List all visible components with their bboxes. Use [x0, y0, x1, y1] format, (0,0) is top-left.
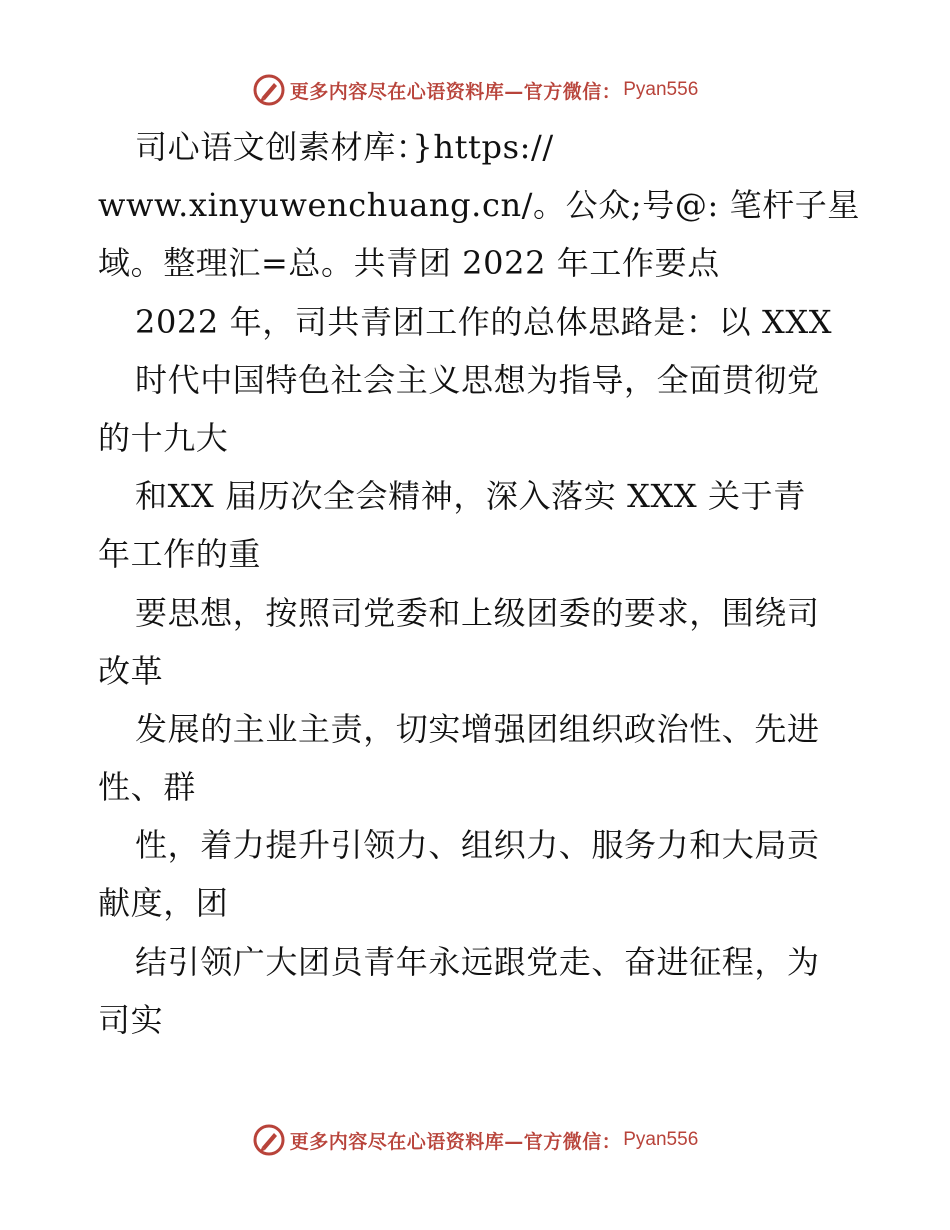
footer-wechat-id: Pyan556	[623, 1129, 699, 1150]
document-body	[98, 118, 858, 1049]
body-line: 的十九大	[98, 418, 229, 457]
pen-logo-icon	[252, 73, 286, 107]
footer-promo-text: 更多内容尽在心语资料库—官方微信：	[289, 1130, 622, 1153]
body-line: 要思想，按照司党委和上级团委的要求，围绕司	[135, 593, 820, 632]
body-line: 发展的主业主责，切实增强团组织政治性、先进	[135, 709, 820, 748]
body-line: 献度，团	[98, 884, 229, 923]
body-line: 和XX 届历次全会精神，深入落实 XXX 关于青	[135, 477, 806, 516]
body-line: 2022 年，司共青团工作的总体思路是：以 XXX	[135, 302, 833, 341]
body-line: www.xinyuwenchuang.cn/。公众;号@: 笔杆子星	[98, 186, 860, 225]
body-line: 改革	[98, 651, 164, 690]
body-line: 域。整理汇=总。共青团 2022 年工作要点	[98, 244, 720, 283]
body-line: 性、群	[98, 768, 196, 807]
body-line: 时代中国特色社会主义思想为指导，全面贯彻党	[135, 360, 820, 399]
header-wechat-id: Pyan556	[623, 79, 699, 100]
header-promo-text: 更多内容尽在心语资料库—官方微信：	[289, 80, 622, 103]
body-line: 性，着力提升引领力、组织力、服务力和大局贡	[135, 826, 820, 865]
body-line: 司心语文创素材库：}https://	[135, 128, 554, 166]
body-line: 司实	[98, 1000, 164, 1039]
pen-logo-icon	[252, 1123, 286, 1157]
body-line: 结引领广大团员青年永远跟党走、奋进征程，为	[135, 942, 820, 981]
footer-banner	[0, 1120, 950, 1160]
body-line: 年工作的重	[98, 535, 262, 574]
header-banner	[0, 70, 950, 110]
